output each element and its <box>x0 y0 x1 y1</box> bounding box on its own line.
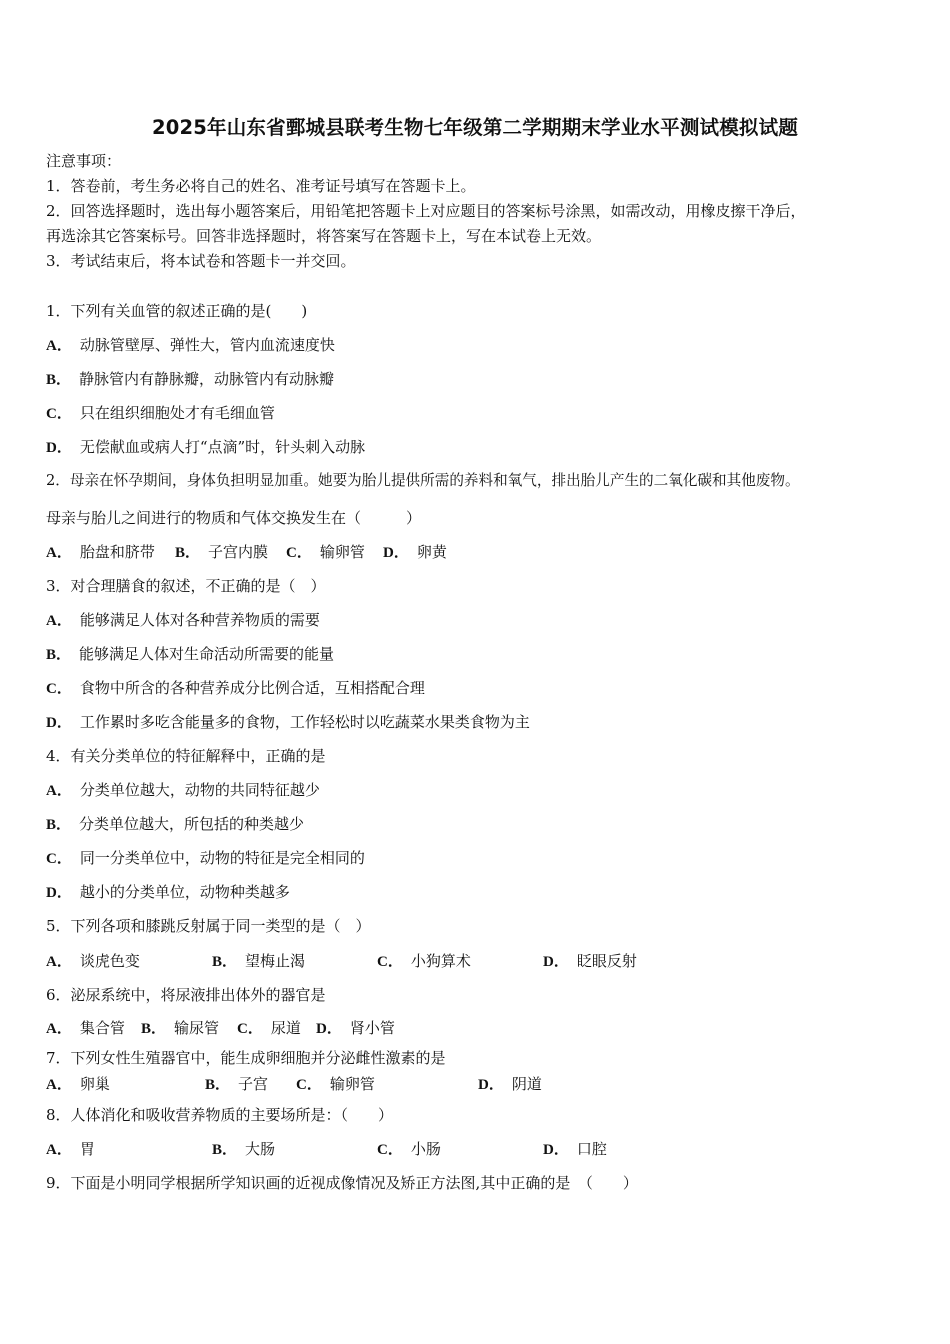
option-letter: D． <box>316 1021 342 1037</box>
option-text: 肾小管 <box>349 1019 395 1037</box>
question-4-option-d <box>46 882 290 903</box>
option-letter: C． <box>46 406 72 422</box>
question-7-option-b <box>205 1074 268 1095</box>
option-letter: A． <box>46 1021 72 1037</box>
question-5-option-c <box>377 951 471 972</box>
option-letter: D． <box>46 715 72 731</box>
notice-item: 2．回答选择题时，选出每小题答案后，用铅笔把答题卡上对应题目的答案标号涂黑，如需改动，用橡皮擦干净后， <box>46 202 806 220</box>
question-1-stem: 1．下列有关血管的叙述正确的是( ) <box>46 302 308 320</box>
option-letter: D． <box>478 1077 504 1093</box>
notice-item: 再选涂其它答案标号。回答非选择题时，将答案写在答题卡上，写在本试卷上无效。 <box>46 227 602 245</box>
question-1-option-a <box>46 335 335 356</box>
option-text: 阴道 <box>511 1075 542 1093</box>
option-letter: A． <box>46 545 72 561</box>
question-7-option-a <box>46 1074 110 1095</box>
option-letter: B． <box>175 545 201 561</box>
option-text: 分类单位越大，动物的共同特征越少 <box>79 781 320 799</box>
question-1-option-b <box>46 369 334 390</box>
option-letter: A． <box>46 954 72 970</box>
question-3-option-a <box>46 610 320 631</box>
option-text: 大肠 <box>245 1140 276 1158</box>
option-text: 尿道 <box>270 1019 301 1037</box>
question-5-option-a <box>46 951 140 972</box>
question-6-stem: 6．泌尿系统中，将尿液排出体外的器官是 <box>46 986 326 1004</box>
option-text: 食物中所含的各种营养成分比例合适，互相搭配合理 <box>79 679 425 697</box>
option-letter: C． <box>296 1077 322 1093</box>
option-letter: B． <box>205 1077 231 1093</box>
question-6-option-c <box>237 1018 301 1039</box>
option-text: 越小的分类单位，动物种类越多 <box>79 883 290 901</box>
question-2-stem: 2．母亲在怀孕期间，身体负担明显加重。她要为胎儿提供所需的养料和氧气，排出胎儿产生的二氧化碳和其他废物。 <box>46 472 800 489</box>
question-8-stem: 8．人体消化和吸收营养物质的主要场所是：（ ） <box>46 1106 394 1124</box>
option-letter: A． <box>46 613 72 629</box>
question-2-option-d <box>383 542 447 563</box>
option-letter: D． <box>46 440 72 456</box>
option-text: 卵黄 <box>416 543 447 561</box>
question-3-stem: 3．对合理膳食的叙述，不正确的是（ ） <box>46 577 326 595</box>
option-letter: B． <box>212 954 238 970</box>
option-text: 眨眼反射 <box>576 952 637 970</box>
option-text: 无偿献血或病人打“点滴”时，针头刺入动脉 <box>79 438 366 456</box>
option-text: 谈虎色变 <box>79 952 140 970</box>
question-8-option-b <box>212 1139 275 1160</box>
question-1-option-c <box>46 403 275 424</box>
question-3-option-b <box>46 644 334 665</box>
option-text: 工作累时多吃含能量多的食物，工作轻松时以吃蔬菜水果类食物为主 <box>79 713 530 731</box>
option-letter: D． <box>543 954 569 970</box>
option-text: 能够满足人体对各种营养物质的需要 <box>79 611 320 629</box>
question-2-stem-cont: 母亲与胎儿之间进行的物质和气体交换发生在（ ） <box>46 509 422 527</box>
question-7-stem: 7．下列女性生殖器官中，能生成卵细胞并分泌雌性激素的是 <box>46 1049 446 1067</box>
option-letter: C． <box>286 545 312 561</box>
option-text: 小狗算术 <box>410 952 471 970</box>
option-text: 动脉管壁厚、弹性大，管内血流速度快 <box>79 336 335 354</box>
question-9-stem: 9．下面是小明同学根据所学知识画的近视成像情况及矫正方法图,其中正确的是 （ ） <box>46 1174 638 1192</box>
option-letter: B． <box>46 372 72 388</box>
page-title: 2025年山东省鄄城县联考生物七年级第二学期期末学业水平测试模拟试题 <box>151 116 799 139</box>
question-5-option-b <box>212 951 305 972</box>
option-text: 子宫内膜 <box>208 543 269 561</box>
option-text: 胃 <box>79 1140 95 1158</box>
option-text: 同一分类单位中，动物的特征是完全相同的 <box>79 849 365 867</box>
question-2-option-c <box>286 542 365 563</box>
option-text: 集合管 <box>79 1019 125 1037</box>
option-letter: B． <box>46 647 72 663</box>
option-text: 分类单位越大，所包括的种类越少 <box>79 815 305 833</box>
option-text: 子宫 <box>238 1075 269 1093</box>
question-5-stem: 5．下列各项和膝跳反射属于同一类型的是（ ） <box>46 917 371 935</box>
question-4-option-c <box>46 848 365 869</box>
option-text: 能够满足人体对生命活动所需要的能量 <box>79 645 335 663</box>
notice-item: 3．考试结束后，将本试卷和答题卡一并交回。 <box>46 252 356 270</box>
option-text: 口腔 <box>576 1140 607 1158</box>
notice-item: 1．答卷前，考生务必将自己的姓名、准考证号填写在答题卡上。 <box>46 177 476 195</box>
option-letter: C． <box>237 1021 263 1037</box>
question-8-option-a <box>46 1139 95 1160</box>
option-letter: C． <box>46 681 72 697</box>
question-3-option-d <box>46 712 530 733</box>
question-4-option-b <box>46 814 304 835</box>
question-2-option-b <box>175 542 268 563</box>
option-letter: A． <box>46 783 72 799</box>
question-5-option-d <box>543 951 637 972</box>
option-text: 卵巢 <box>79 1075 110 1093</box>
notice-heading: 注意事项： <box>46 152 122 170</box>
option-text: 静脉管内有静脉瓣，动脉管内有动脉瓣 <box>79 370 335 388</box>
option-letter: A． <box>46 1142 72 1158</box>
question-4-stem: 4．有关分类单位的特征解释中，正确的是 <box>46 747 326 765</box>
question-4-option-a <box>46 780 320 801</box>
option-letter: C． <box>46 851 72 867</box>
question-6-option-a <box>46 1018 125 1039</box>
option-letter: A． <box>46 338 72 354</box>
question-1-option-d <box>46 437 365 458</box>
option-letter: D． <box>543 1142 569 1158</box>
option-text: 胎盘和脐带 <box>79 543 155 561</box>
question-2-option-a <box>46 542 155 563</box>
option-text: 望梅止渴 <box>245 952 306 970</box>
option-letter: A． <box>46 1077 72 1093</box>
option-text: 只在组织细胞处才有毛细血管 <box>79 404 275 422</box>
option-text: 小肠 <box>410 1140 441 1158</box>
option-text: 输卵管 <box>329 1075 375 1093</box>
option-letter: D． <box>46 885 72 901</box>
question-6-option-d <box>316 1018 395 1039</box>
question-7-option-c <box>296 1074 375 1095</box>
option-letter: C． <box>377 954 403 970</box>
option-letter: B． <box>141 1021 167 1037</box>
question-7-option-d <box>478 1074 542 1095</box>
question-6-option-b <box>141 1018 219 1039</box>
option-letter: D． <box>383 545 409 561</box>
option-text: 输尿管 <box>174 1019 220 1037</box>
option-letter: B． <box>46 817 72 833</box>
question-8-option-d <box>543 1139 607 1160</box>
option-text: 输卵管 <box>319 543 365 561</box>
question-3-option-c <box>46 678 425 699</box>
option-letter: C． <box>377 1142 403 1158</box>
option-letter: B． <box>212 1142 238 1158</box>
question-8-option-c <box>377 1139 441 1160</box>
